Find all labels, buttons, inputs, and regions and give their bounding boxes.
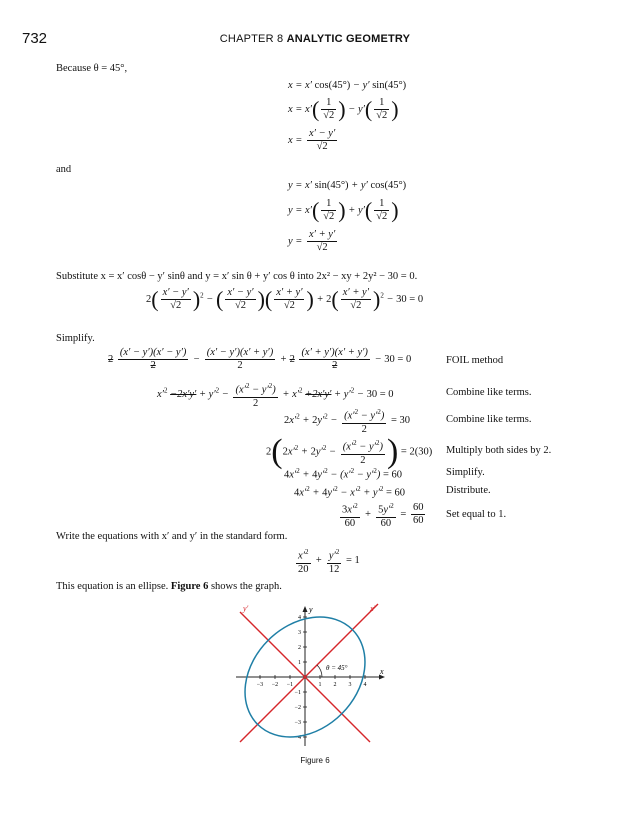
note-combine-1: Combine like terms. (446, 387, 532, 398)
ellipse-line (56, 581, 282, 592)
y-axis-label: y (309, 605, 313, 614)
figure-ref: Figure 6 (170, 581, 209, 592)
eq-multiply: $2(2x'^2 + 2y'^2$ − $\frac{(x'^2 - y'^2)}{2}$ ) = 2(30) (266, 433, 433, 470)
x-tick-label: −2 (271, 682, 279, 688)
eq-simplify: $4x'^2 + 4y'^2 - (x'^2 - y'^2) = 60$ (284, 467, 403, 481)
chapter-title: ANALYTIC GEOMETRY (286, 33, 411, 45)
y-tick-label: −4 (294, 735, 301, 741)
chapter-prefix: CHAPTER 8 (219, 33, 284, 45)
eq-y-3: y = $\frac{x' + y'}{√2}$ (288, 229, 336, 253)
y-tick-label: −3 (294, 720, 301, 726)
eq-combine-2: $2x'^2 + 2y'^2$ − $\frac{(x'^2 - y'^2)}{2}$ = 30 (284, 408, 411, 435)
eq-combine-1: $x'^2 -2x'y' + y'^2$ − $\frac{(x'^2 - y'^2)}{2}$ + $x'^2 +2x'y' + y'^2 - 30 = 0$ (157, 382, 394, 409)
y-tick-label: 1 (298, 660, 301, 666)
y-axis-arrow (303, 606, 308, 612)
eq-x-1: x = x′ cos(45°) − y′ sin(45°) (288, 80, 407, 91)
x-tick-label: −1 (286, 682, 294, 688)
angle-label: θ = 45° (326, 664, 348, 672)
note-foil: FOIL method (446, 355, 504, 366)
x-tick-label: 1 (318, 682, 322, 688)
note-combine-2: Combine like terms. (446, 414, 532, 425)
eq-distribute: $4x'^2 + 4y'^2 - x'^2 + y'^2 = 60$ (294, 485, 406, 499)
standard-form-line: Write the equations with x′ and y′ in the standard form. (56, 531, 288, 542)
eq-x-2: x = x′( $\frac{1}{√2}$ ) − y′( $\frac{1}{√2}$ ) (288, 96, 399, 122)
page-number: 732 (22, 30, 48, 47)
eq-standard-form: $\frac{x'^2}{20}$ + $\frac{y'^2}{12}$ = 1 (298, 548, 360, 575)
rotated-y-label: y′ (243, 604, 249, 613)
figure-6-graph (230, 602, 390, 752)
x-tick-label: 3 (348, 682, 352, 688)
and-line: and (56, 164, 72, 175)
y-tick-label: −2 (294, 705, 301, 711)
eq-substituted: 2( $\frac{x' - y'}{√2}$ )$^2$ − ( $\frac{x' - y'}{√2}$ )( $\frac{x' + y'}{√2}$ ) + 2( $\frac{x' + y'}{√2}$ )$^2$ − 30 = 0 (146, 286, 424, 312)
x-tick-label: 4 (363, 682, 367, 688)
x-tick-label: 2 (333, 682, 337, 688)
eq-x-3: x = $\frac{x' - y'}{√2}$ (288, 128, 336, 152)
note-distribute: Distribute. (446, 485, 491, 496)
figure-caption: Figure 6 (300, 756, 330, 765)
x-tick-label: −3 (256, 682, 264, 688)
simplify-line: Simplify. (56, 333, 95, 344)
angle-arc (317, 665, 322, 677)
y-tick-label: 2 (298, 645, 301, 651)
ellipse-text: This equation is an ellipse. (56, 581, 169, 592)
eq-y-2: y = x′( $\frac{1}{√2}$ ) + y′( $\frac{1}{√2}$ ) (288, 197, 399, 223)
note-set-one: Set equal to 1. (446, 509, 507, 520)
rotated-x-axis (240, 604, 378, 742)
note-multiply: Multiply both sides by 2. (446, 445, 552, 456)
rotated-x-label: x′ (370, 604, 376, 613)
eq-y-1: y = x′ sin(45°) + y′ cos(45°) (288, 180, 407, 191)
ellipse-text-end: shows the graph. (210, 581, 282, 592)
because-line: Because θ = 45°, (56, 63, 128, 74)
y-tick-label: 4 (298, 615, 301, 621)
chapter-header (0, 33, 630, 45)
y-tick-label: 3 (298, 630, 301, 636)
substitute-line: Substitute x = x′ cosθ − y′ sinθ and y = x′ sin θ + y′ cos θ into 2x² − xy + 2y² − 30 = 0. (56, 271, 418, 282)
eq-foil: 2 $\frac{(x' - y')(x' - y')}{2}$ − $\frac{(x' - y')(x' + y')}{2}$ + 2 $\frac{(x' + y')(x' + y')}{2}$ − 30 = 0 (108, 347, 412, 371)
y-tick-label: −1 (294, 690, 301, 696)
eq-set-one: $\frac{3x'^2}{60}$ + $\frac{5y'^2}{60}$ = $\frac{60}{60}$ (342, 502, 424, 529)
x-axis-label: x (380, 667, 384, 676)
note-simplify: Simplify. (446, 467, 485, 478)
